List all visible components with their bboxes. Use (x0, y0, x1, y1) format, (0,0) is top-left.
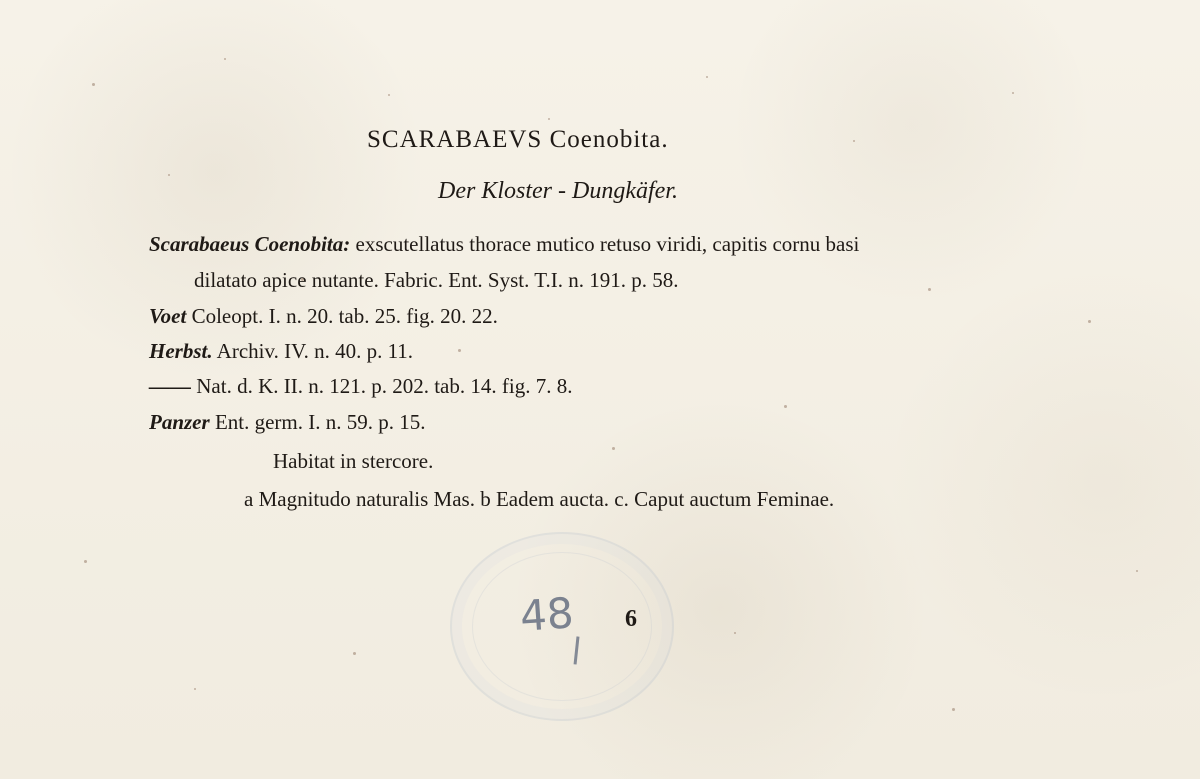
paper-fleck (853, 140, 855, 142)
document-subtitle: Der Kloster - Dungkäfer. (438, 178, 678, 204)
reference-line-6 (149, 410, 426, 435)
paper-fleck (92, 83, 95, 86)
reference-text: Archiv. IV. n. 40. p. 11. (212, 339, 414, 363)
paper-fleck (928, 288, 931, 291)
paper-fleck (706, 76, 708, 78)
handwritten-number: 48 (518, 588, 576, 641)
paper-fleck (1136, 570, 1138, 572)
paper-fleck (168, 174, 170, 176)
reference-line-4 (149, 339, 413, 364)
paper-fleck (612, 447, 615, 450)
reference-lead: —— (149, 374, 191, 398)
reference-text: Ent. germ. I. n. 59. p. 15. (209, 410, 426, 434)
paper-fleck (952, 708, 955, 711)
paper-fleck (458, 349, 461, 352)
reference-text: dilatato apice nutante. Fabric. Ent. Syst. T.I. n. 191. p. 58. (194, 268, 679, 292)
reference-lead: Scarabaeus Coenobita: (149, 232, 351, 256)
reference-line-5 (149, 374, 572, 399)
figure-legend: a Magnitudo naturalis Mas. b Eadem aucta. c. Caput auctum Feminae. (244, 487, 835, 511)
paper-fleck (388, 94, 390, 96)
paper-fleck (1012, 92, 1014, 94)
paper-fleck (194, 688, 196, 690)
reference-line-2 (194, 268, 678, 293)
paper-fleck (224, 58, 226, 60)
habitat-line: Habitat in stercore. (273, 449, 434, 473)
paper-fleck (784, 405, 787, 408)
paper-fleck (1088, 320, 1091, 323)
paper-fleck (734, 632, 736, 634)
reference-line-1 (149, 232, 859, 257)
document-title: SCARABAEVS Coenobita. (367, 126, 669, 153)
paper-fleck (353, 652, 356, 655)
reference-text: Coleopt. I. n. 20. tab. 25. fig. 20. 22. (186, 304, 498, 328)
reference-lead: Herbst. (149, 339, 213, 363)
reference-line-3 (149, 304, 498, 329)
reference-lead: Voet (149, 304, 187, 328)
paper-fleck (84, 560, 87, 563)
reference-text: Nat. d. K. II. n. 121. p. 202. tab. 14. fig. 7. 8. (191, 374, 573, 398)
paper-fleck (548, 118, 550, 120)
page-number: 6 (625, 606, 637, 632)
reference-lead: Panzer (149, 410, 210, 434)
reference-text: exscutellatus thorace mutico retuso viridi, capitis cornu basi (350, 232, 860, 256)
